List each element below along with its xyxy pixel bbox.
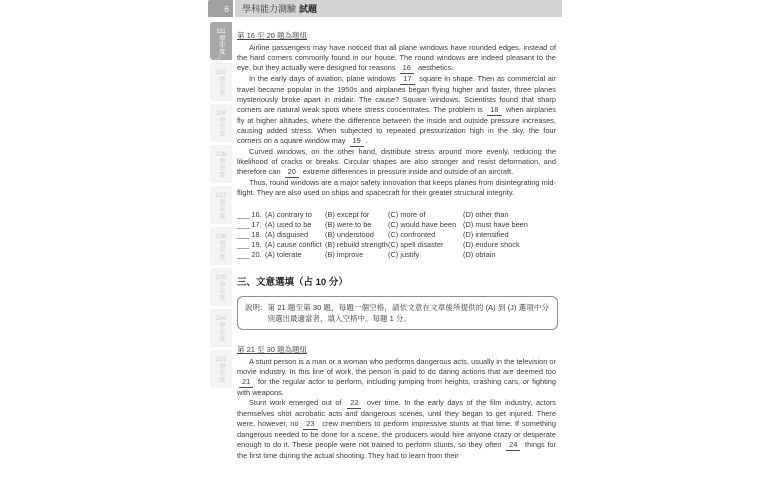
tab-year-number: 106 [215, 232, 227, 240]
option-d: (D) must have been [463, 220, 528, 229]
tab-year-label: 學年度 [218, 157, 225, 178]
document-title: 學科能力測驗 [242, 4, 297, 14]
option-a: (A) used to be [265, 220, 312, 229]
answer-blank-and-number: ___ 20. [237, 250, 262, 259]
document-title-bar [235, 0, 562, 17]
sidebar-tab-year-110[interactable] [210, 63, 232, 101]
tab-year-label: 學年度 [218, 239, 225, 260]
passage-text: In the early days of aviation, plane windows [249, 74, 396, 83]
question-options-list [237, 210, 556, 260]
answer-blank-and-number: ___ 19. [237, 240, 262, 249]
option-c: (C) spell disaster [388, 240, 444, 249]
tab-year-label: 學年度 [218, 280, 225, 301]
passage-text: extreme differences in pressure inside and outside of an aircraft. [302, 167, 514, 176]
option-b: (B) were to be [325, 220, 372, 229]
blank-20: 20 [285, 167, 299, 178]
blank-17: 17 [400, 74, 414, 85]
document-header [208, 0, 562, 17]
passage-text: things for the first time during the actual shooting. They had to learn from their [237, 440, 556, 460]
passage-text: for the regular actor to perform, including jumping from heights, crashing cars, or fighting with weapons. [237, 377, 556, 397]
option-d: (D) other than [463, 210, 509, 219]
passage-text: Airline passengers may have noticed that all plane windows have rounded edges, instead of the hard corners commonly found in our house. The round windows are indeed pleasant to the eye, but they actually were designed for reasons [237, 43, 556, 72]
passage-text: crew members to perform impressive stunts at that time. If something dangerous needed to be done for a scene, the producers would hire anyone crazy or desperate enough to do it. These people were not trained to perform stunts, so they often [237, 419, 556, 449]
question-row-20 [237, 250, 556, 260]
blank-22: 22 [347, 398, 361, 409]
question-row-16 [237, 210, 556, 220]
instruction-text: 第 21 題至第 30 題，每題一個空格，請依文意在文章後所提供的 (A) 到 (J) 選項中分別選出最適當者，填入空格中。每題 1 分。 [267, 303, 549, 323]
passage-text: Curved windows, on the other hand, distribute stress around more evenly, reducing the likelihood of cracks or breaks. Circular shapes are also stronger and resist deformation, and therefore can [237, 147, 556, 176]
passage-text: over time. In the early days of the film industry, actors themselves shot acrobatic acts and dangerous scenes, until they began to get injured. There were, however, no [237, 398, 556, 428]
sidebar-tab-year-103[interactable] [210, 350, 232, 388]
option-a: (A) cause conflict [265, 240, 322, 249]
tab-year-number: 104 [215, 314, 227, 322]
tab-year-number: 108 [215, 150, 227, 158]
year-tab-sidebar [210, 22, 232, 391]
tab-year-number: 105 [215, 273, 227, 281]
document-title-sub: 試題 [299, 4, 318, 14]
passage2-paragraph-2 [237, 398, 556, 461]
page-number-badge: 6 [208, 0, 233, 17]
tab-year-label: 學年度 [218, 116, 225, 137]
tab-year-number: 103 [215, 355, 227, 363]
passage2-paragraph-1 [237, 357, 556, 398]
tab-year-number: 111 [216, 27, 226, 35]
section-heading-cloze: 三、文意選填（占 10 分） [237, 277, 348, 288]
option-a: (A) disguised [265, 230, 309, 239]
blank-23: 23 [303, 419, 317, 430]
question-group-heading-16-20: 第 16 至 20 題為題組 [237, 31, 308, 40]
option-a: (A) contrary to [265, 210, 312, 219]
option-b: (B) understood [325, 230, 374, 239]
passage-text: square in shape. Then as commercial air travel became popular in the 1950s and airplanes began flying higher and faster, three planes mysteriously broke apart in midair. The cause? Square windows. Scientists found that sharp corners are natural weak spots where stress concentrates. The problem is [237, 74, 556, 114]
passage-text: . [365, 136, 368, 145]
answer-blank-and-number: ___ 18. [237, 230, 262, 239]
option-a: (A) tolerate [265, 250, 302, 259]
tab-year-label: 學年度 [218, 321, 225, 342]
answer-blank-and-number: ___ 17. [237, 220, 262, 229]
instruction-box [237, 296, 558, 330]
answer-blank-and-number: ___ 16. [237, 210, 262, 219]
passage1-paragraph-3 [237, 147, 556, 178]
blank-24: 24 [506, 440, 520, 451]
passage1-paragraph-4 [237, 178, 556, 198]
option-c: (C) would have been [388, 220, 457, 229]
passage-text: Thus, round windows are a major safety innovation that keeps planes from disintegrating mid-flight. They are also used on ships and spacecraft for their greater structural integrity. [237, 178, 556, 197]
blank-19: 19 [350, 136, 364, 147]
question-row-17 [237, 220, 556, 230]
tab-year-label: 學年度 [218, 75, 225, 96]
passage-text: Stunt work emerged out of [249, 398, 342, 407]
option-c: (C) confronted [388, 230, 436, 239]
instruction-label: 說明： [245, 303, 268, 312]
passage1-paragraph-2 [237, 74, 556, 147]
sidebar-tab-year-108[interactable] [210, 145, 232, 183]
option-c: (C) justify [388, 250, 420, 259]
question-group-heading-21-30: 第 21 至 30 題為題組 [237, 345, 308, 354]
option-c: (C) more of [388, 210, 426, 219]
passage-text: aesthetics. [417, 63, 454, 72]
sidebar-tab-year-111[interactable] [210, 22, 232, 66]
sidebar-tab-year-105[interactable] [210, 268, 232, 306]
sidebar-tab-year-109[interactable] [210, 104, 232, 142]
blank-18: 18 [487, 105, 501, 116]
passage-text: A stunt person is a man or a woman who performs dangerous acts, usually in the television or movie industry. In this line of work, the person is paid to do daring actions that are deemed too [237, 357, 556, 376]
hand-cursor-icon: ☝ [215, 53, 222, 66]
tab-year-number: 107 [215, 191, 227, 199]
tab-year-number: 110 [215, 68, 227, 76]
tab-year-number: 109 [215, 109, 227, 117]
question-row-18 [237, 230, 556, 240]
option-b: (B) except for [325, 210, 370, 219]
document-page [232, 17, 562, 480]
option-d: (D) obtain [463, 250, 496, 259]
passage-text: when airplanes fly at higher altitudes, where the difference between the inside and outside pressure increases, causing added stress. When subjected to repeated pressurization high in the sky, the four corners on a square window may [237, 105, 556, 145]
option-d: (D) endure shock [463, 240, 520, 249]
tab-year-label: 學年度 [218, 34, 225, 55]
option-b: (B) rebuild strength [325, 240, 388, 249]
sidebar-tab-year-106[interactable] [210, 227, 232, 265]
question-row-19 [237, 240, 556, 250]
option-d: (D) intensified [463, 230, 509, 239]
blank-21: 21 [239, 377, 253, 388]
passage1-paragraph-1 [237, 43, 556, 74]
option-b: (B) improve [325, 250, 364, 259]
blank-16: 16 [400, 63, 414, 74]
tab-year-label: 學年度 [218, 198, 225, 219]
sidebar-tab-year-107[interactable] [210, 186, 232, 224]
tab-year-label: 學年度 [218, 362, 225, 383]
sidebar-tab-year-104[interactable] [210, 309, 232, 347]
